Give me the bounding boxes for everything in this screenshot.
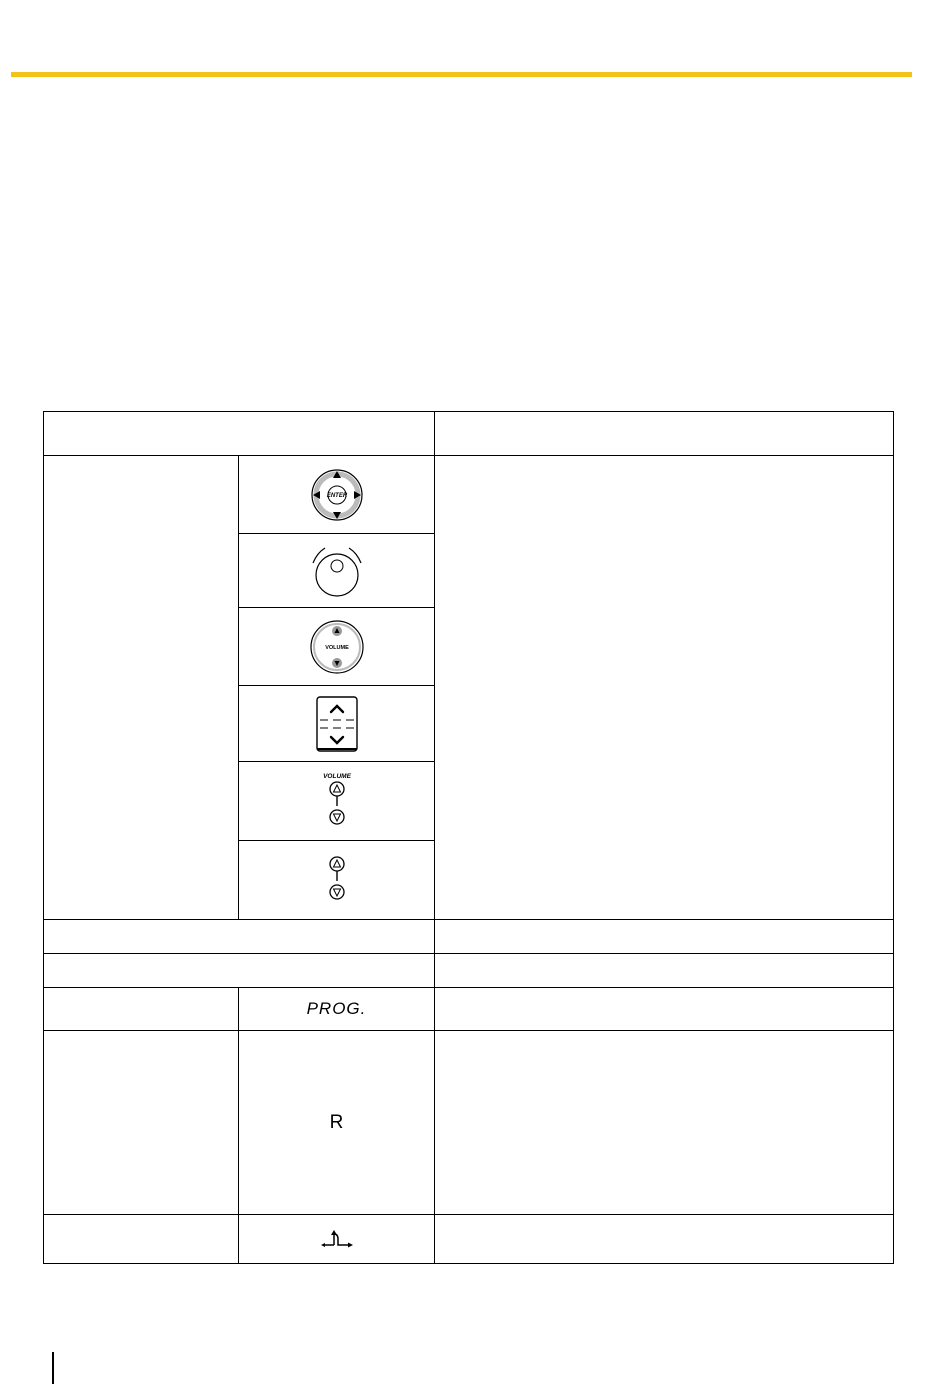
table-row (44, 1215, 894, 1264)
table-cell (435, 988, 894, 1031)
navigator-description-cell (435, 456, 894, 920)
icon-cell (239, 456, 435, 534)
table-cell (44, 1031, 239, 1215)
header-cell-description (435, 412, 894, 456)
jog-dial-icon (307, 541, 367, 601)
enter-key-text: ENTER (326, 492, 347, 499)
transfer-icon (320, 1228, 354, 1250)
header-accent-rule (11, 72, 912, 77)
volume-label-text: VOLUME (322, 773, 351, 780)
table-cell (435, 1215, 894, 1264)
table-row (44, 954, 894, 988)
program-key-label: PROG. (306, 999, 367, 1018)
key-description-table (43, 411, 894, 1264)
up-down-key-icon (315, 695, 359, 753)
icon-cell (239, 988, 435, 1031)
page-margin-marker (52, 1352, 54, 1384)
header-cell-key (44, 412, 435, 456)
icon-cell (239, 762, 435, 841)
navigator-label-cell (44, 456, 239, 920)
navigator-key-volume-icon (307, 617, 367, 677)
table-cell (44, 920, 435, 954)
table-cell (435, 954, 894, 988)
table-cell (435, 920, 894, 954)
icon-cell (239, 534, 435, 608)
table-row (44, 1031, 894, 1215)
table-cell (44, 988, 239, 1031)
icon-cell (239, 1031, 435, 1215)
table-row (44, 920, 894, 954)
table-cell (44, 954, 435, 988)
table-header-row (44, 412, 894, 456)
icon-cell (239, 686, 435, 762)
icon-cell (239, 608, 435, 686)
table-cell (435, 1031, 894, 1215)
recall-key-label: R (329, 1111, 344, 1133)
icon-cell (239, 841, 435, 920)
table-row (44, 456, 894, 534)
navigator-key-enter-icon (307, 465, 367, 525)
table-row (44, 988, 894, 1031)
icon-cell (239, 1215, 435, 1264)
table-cell (44, 1215, 239, 1264)
volume-up-down-key-icon (317, 770, 357, 832)
up-down-button-icon (317, 855, 357, 905)
volume-key-text: VOLUME (324, 644, 349, 651)
